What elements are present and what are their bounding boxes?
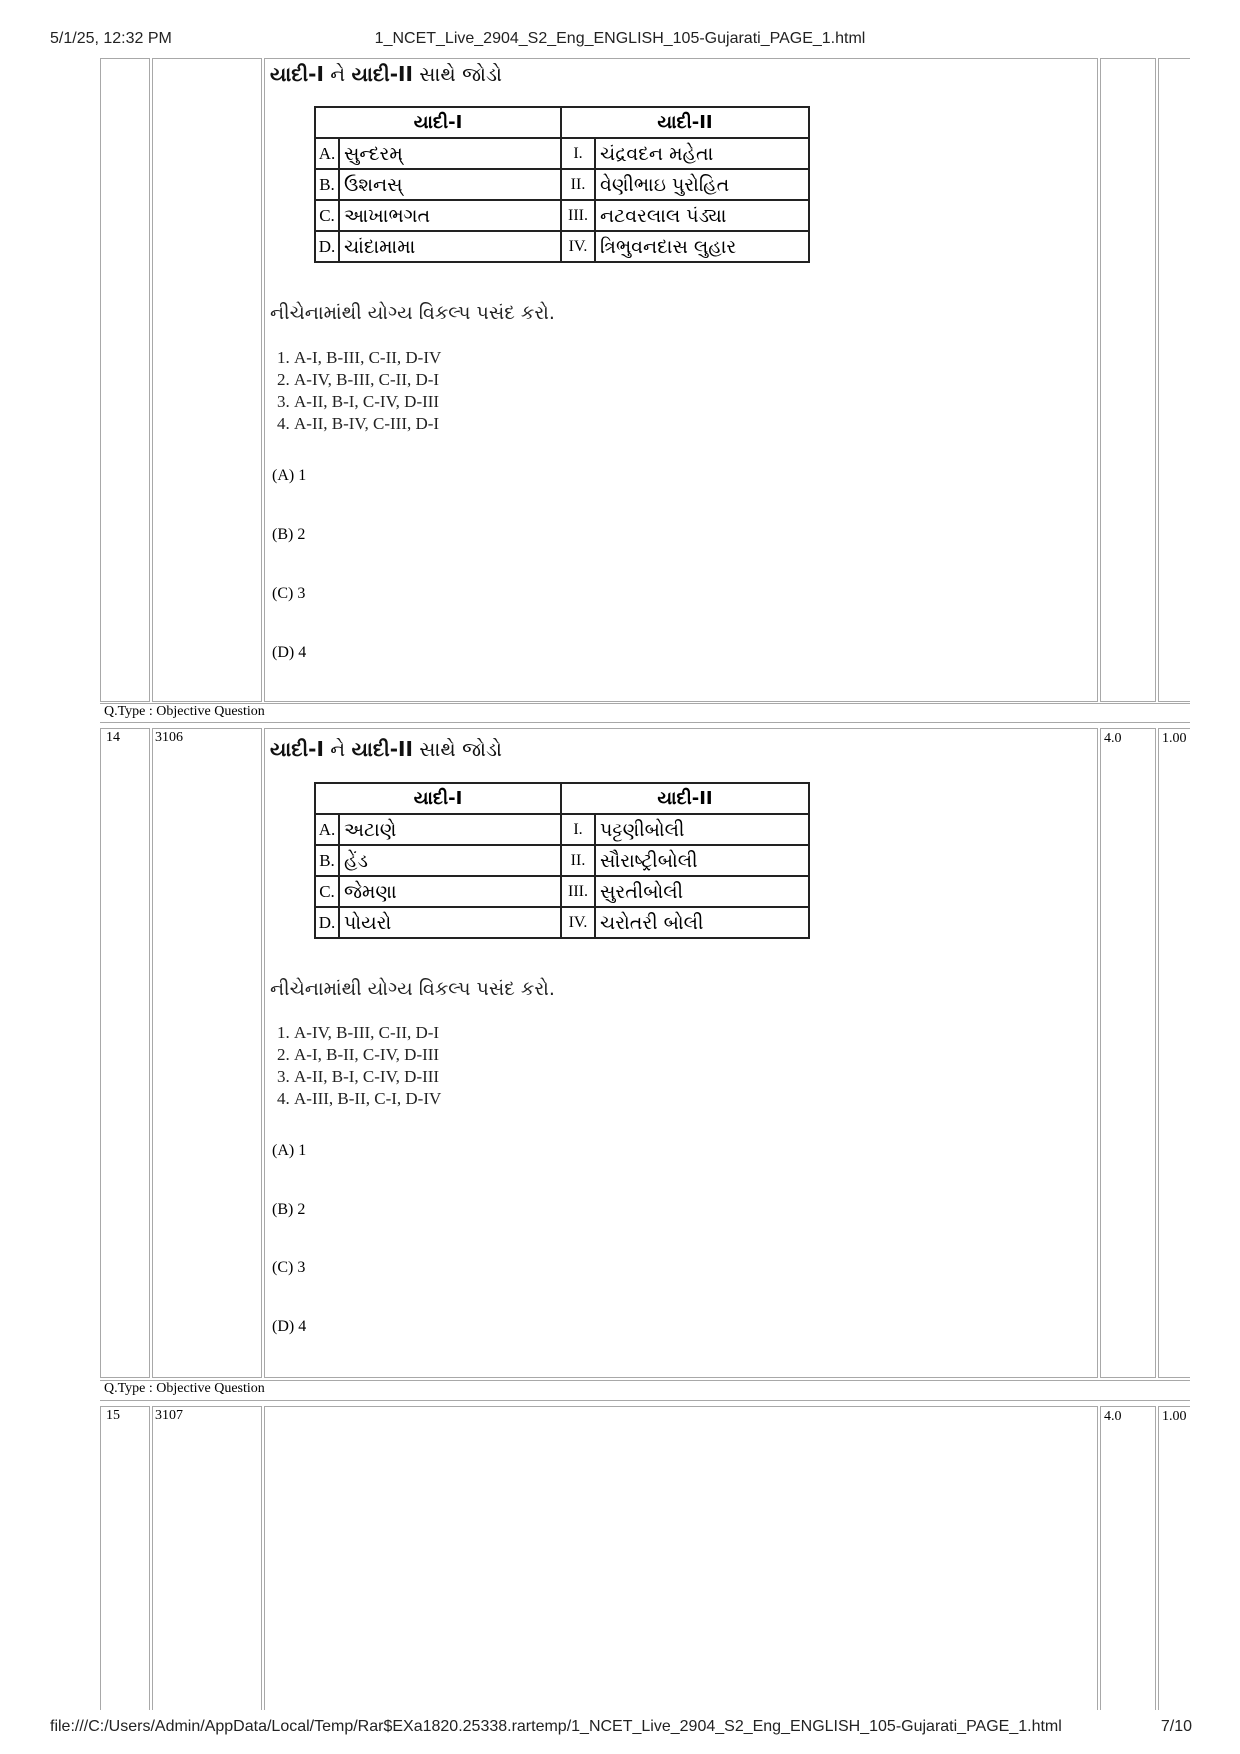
q13-answer-b: (B) 2 bbox=[272, 526, 306, 543]
q13-answer-c: (C) 3 bbox=[272, 585, 306, 602]
q14-row-c-key: C. bbox=[315, 876, 339, 907]
q14-marks: 4.0 bbox=[1104, 731, 1122, 746]
q13-id-cell bbox=[152, 58, 262, 702]
table-row bbox=[315, 200, 809, 231]
q14-number-cell bbox=[100, 728, 150, 1378]
table-row bbox=[315, 169, 809, 200]
q13-title-bold1: યાદી-I bbox=[270, 62, 324, 86]
q14-row-1-key: I. bbox=[561, 814, 595, 845]
q14-id: 3106 bbox=[155, 730, 183, 745]
q14-title-end: સાથે જોડો bbox=[412, 737, 502, 761]
q13-row-d-key: D. bbox=[315, 231, 339, 262]
q15-neg-cell bbox=[1158, 1406, 1190, 1710]
table-row bbox=[315, 138, 809, 169]
q13-row-c-key: C. bbox=[315, 200, 339, 231]
q14-col2-header: યાદી-II bbox=[561, 783, 809, 814]
q13-col2-header: યાદી-II bbox=[561, 107, 809, 138]
list-item: 1. A-I, B-III, C-II, D-IV bbox=[294, 347, 441, 369]
list-item: 3. A-II, B-I, C-IV, D-III bbox=[294, 391, 441, 413]
print-page-number: 7/10 bbox=[1160, 1718, 1192, 1735]
q14-answer-a: (A) 1 bbox=[272, 1142, 307, 1159]
q14-instruction: નીચેનામાંથી યોગ્ય વિકલ્પ પસંદ કરો. bbox=[270, 978, 555, 1000]
q15-number-cell bbox=[100, 1406, 150, 1710]
q13-row-b-key: B. bbox=[315, 169, 339, 200]
q14-match-table bbox=[314, 782, 810, 939]
table-row bbox=[315, 907, 809, 938]
q13-answer-a: (A) 1 bbox=[272, 467, 307, 484]
q14-qtype: Q.Type : Objective Question bbox=[104, 1381, 265, 1396]
q13-row-1-key: I. bbox=[561, 138, 595, 169]
q14-col1-header: યાદી-I bbox=[315, 783, 561, 814]
q14-row-2-key: II. bbox=[561, 845, 595, 876]
q15-number: 15 bbox=[106, 1408, 120, 1423]
q13-row-d-value: ચાંદામામા bbox=[339, 231, 561, 262]
q14-answer-d: (D) 4 bbox=[272, 1318, 307, 1335]
q15-content-cell bbox=[264, 1406, 1098, 1710]
table-row bbox=[315, 845, 809, 876]
list-item: 4. A-III, B-II, C-I, D-IV bbox=[294, 1088, 441, 1110]
q14-neg-cell bbox=[1158, 728, 1190, 1378]
q14-row-a-value: અટાણે bbox=[339, 814, 561, 845]
print-file-path: file:///C:/Users/Admin/AppData/Local/Temp/Rar$EXa1820.25338.rartemp/1_NCET_Live_2904_S2_Eng_ENGLISH_105-Gujarati_PAGE_1.html bbox=[50, 1718, 1062, 1735]
q15-marks: 4.0 bbox=[1104, 1409, 1122, 1424]
q14-row-b-value: હેંડ bbox=[339, 845, 561, 876]
q14-row-2-value: સૌરાષ્ટ્રીબોલી bbox=[595, 845, 809, 876]
list-item: 4. A-II, B-IV, C-III, D-I bbox=[294, 413, 441, 435]
q13-neg-cell bbox=[1158, 58, 1190, 702]
q13-options-list bbox=[270, 347, 441, 435]
q14-row-4-key: IV. bbox=[561, 907, 595, 938]
q14-answer-b: (B) 2 bbox=[272, 1201, 306, 1218]
q13-row-1-value: ચંદ્રવદન મહેતા bbox=[595, 138, 809, 169]
q14-number: 14 bbox=[106, 730, 120, 745]
q13-instruction: નીચેનામાંથી યોગ્ય વિકલ્પ પસંદ કરો. bbox=[270, 302, 555, 324]
table-row bbox=[315, 876, 809, 907]
q13-row-3-value: નટવરલાલ પંડ્યા bbox=[595, 200, 809, 231]
q14-row-3-key: III. bbox=[561, 876, 595, 907]
q13-row-c-value: આખાભગત bbox=[339, 200, 561, 231]
print-datetime: 5/1/25, 12:32 PM bbox=[50, 30, 172, 47]
q14-row-d-value: પોયરો bbox=[339, 907, 561, 938]
table-row bbox=[315, 814, 809, 845]
q14-row-c-value: જેમણા bbox=[339, 876, 561, 907]
q14-row-3-value: સુરતીબોલી bbox=[595, 876, 809, 907]
q13-marks-cell bbox=[1100, 58, 1156, 702]
q13-match-table bbox=[314, 106, 810, 263]
q14-row-a-key: A. bbox=[315, 814, 339, 845]
q13-title-end: સાથે જોડો bbox=[412, 62, 502, 86]
q13-row-3-key: III. bbox=[561, 200, 595, 231]
q14-title-bold2: યાદી-II bbox=[351, 737, 413, 761]
q14-row-4-value: ચરોતરી બોલી bbox=[595, 907, 809, 938]
q13-row-2-key: II. bbox=[561, 169, 595, 200]
list-item: 3. A-II, B-I, C-IV, D-III bbox=[294, 1066, 441, 1088]
list-item: 2. A-I, B-II, C-IV, D-III bbox=[294, 1044, 441, 1066]
q15-neg: 1.00 bbox=[1162, 1409, 1187, 1424]
q14-title-mid: ને bbox=[323, 737, 352, 761]
q13-title-bold2: યાદી-II bbox=[351, 62, 413, 86]
q15-id: 3107 bbox=[155, 1408, 183, 1423]
q15-id-cell bbox=[152, 1406, 262, 1710]
q14-title bbox=[270, 737, 502, 761]
q13-row-a-value: સુન્દરમ્ bbox=[339, 138, 561, 169]
q14-qtype-divider-bottom bbox=[100, 1400, 1190, 1401]
table-row bbox=[315, 231, 809, 262]
q13-title-mid: ને bbox=[323, 62, 352, 86]
q13-row-4-value: ત્રિભુવનદાસ લુહાર bbox=[595, 231, 809, 262]
q13-qtype-divider-bottom bbox=[100, 722, 1190, 723]
list-item: 1. A-IV, B-III, C-II, D-I bbox=[294, 1022, 441, 1044]
q13-row-4-key: IV. bbox=[561, 231, 595, 262]
q14-table-header-row bbox=[315, 783, 809, 814]
q13-number-cell bbox=[100, 58, 150, 702]
q14-neg: 1.00 bbox=[1162, 731, 1187, 746]
q14-options-list bbox=[270, 1022, 441, 1110]
q13-col1-header: યાદી-I bbox=[315, 107, 561, 138]
q13-answer-d: (D) 4 bbox=[272, 644, 307, 661]
q14-id-cell bbox=[152, 728, 262, 1378]
q14-answer-c: (C) 3 bbox=[272, 1259, 306, 1276]
q15-marks-cell bbox=[1100, 1406, 1156, 1710]
q14-title-bold1: યાદી-I bbox=[270, 737, 324, 761]
q13-row-2-value: વેણીભાઇ પુરોહિત bbox=[595, 169, 809, 200]
q14-row-b-key: B. bbox=[315, 845, 339, 876]
q13-qtype: Q.Type : Objective Question bbox=[104, 704, 265, 719]
list-item: 2. A-IV, B-III, C-II, D-I bbox=[294, 369, 441, 391]
q14-row-d-key: D. bbox=[315, 907, 339, 938]
q14-marks-cell bbox=[1100, 728, 1156, 1378]
q14-row-1-value: પટ્ટણીબોલી bbox=[595, 814, 809, 845]
q13-table-header-row bbox=[315, 107, 809, 138]
print-doc-title: 1_NCET_Live_2904_S2_Eng_ENGLISH_105-Gujarati_PAGE_1.html bbox=[374, 30, 866, 47]
q13-title bbox=[270, 62, 502, 86]
q13-row-b-value: ઉશનસ્ bbox=[339, 169, 561, 200]
q13-row-a-key: A. bbox=[315, 138, 339, 169]
